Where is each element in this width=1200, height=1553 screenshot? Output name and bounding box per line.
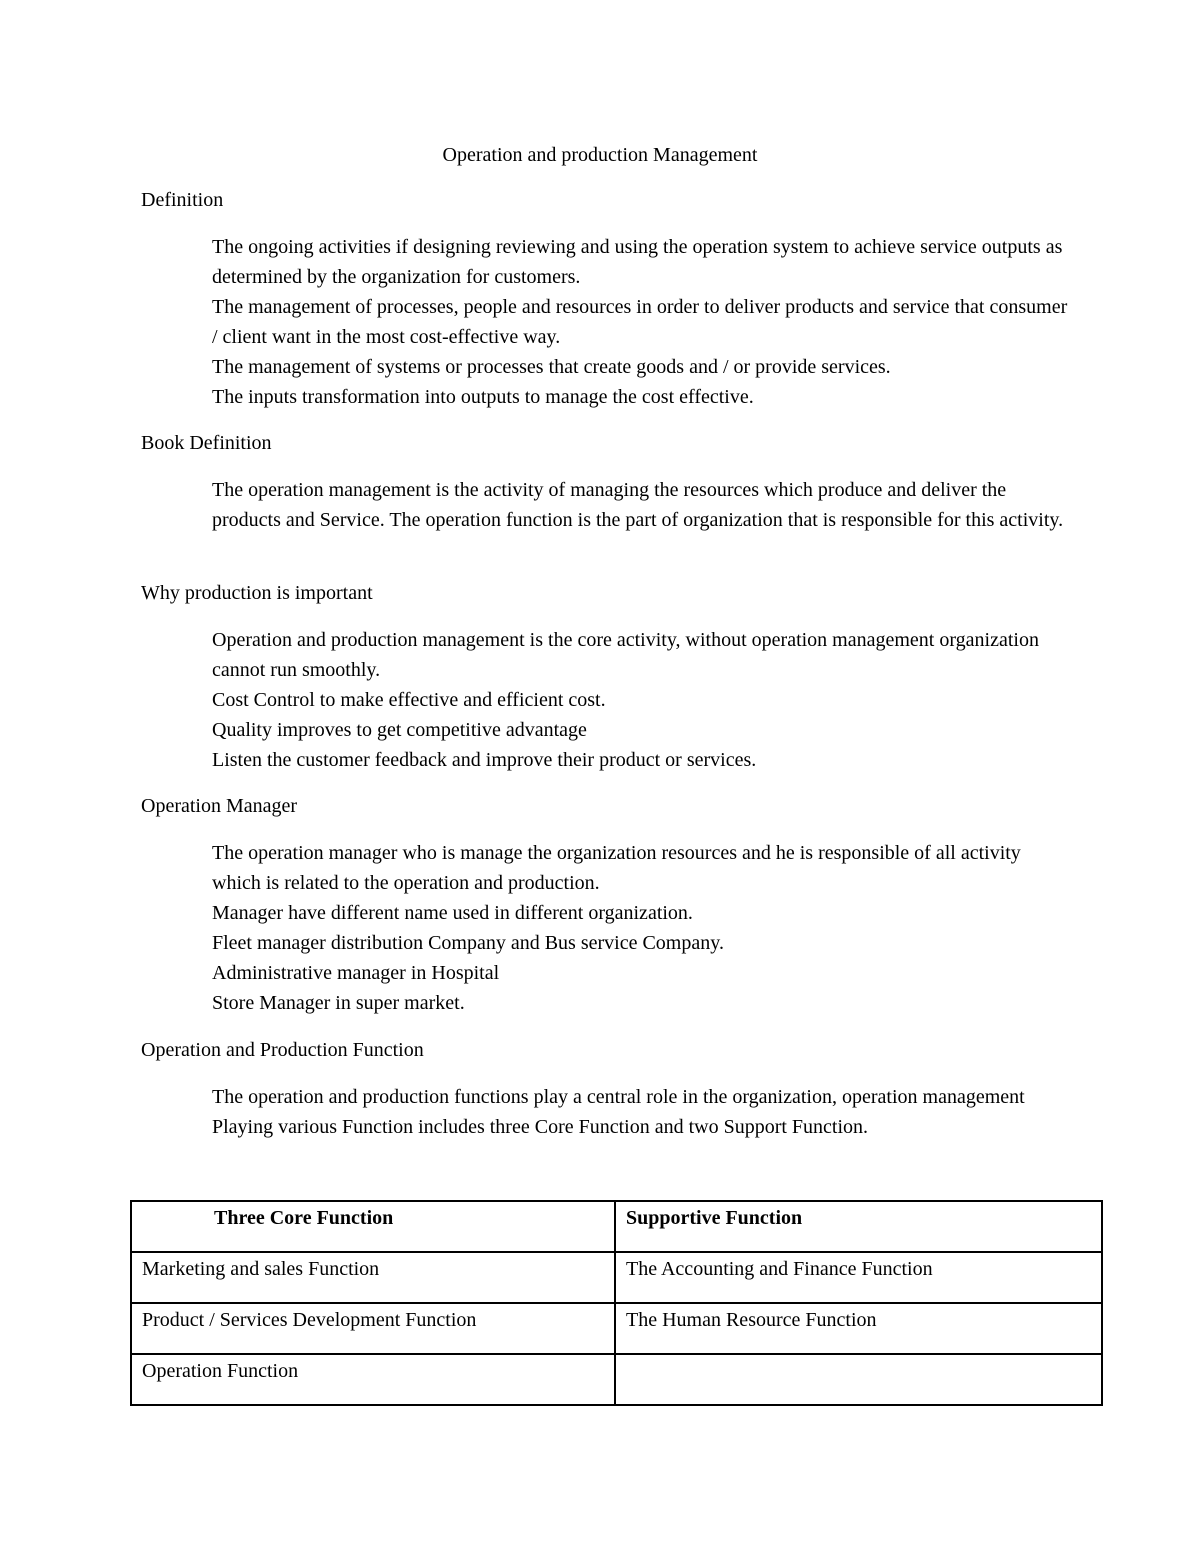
- paragraph: The management of processes, people and resources in order to deliver products and service that consumer / client want in the most cost-effective way.: [212, 296, 1068, 348]
- section-heading-operation-manager: Operation Manager: [141, 795, 298, 817]
- paragraph: The operation and production functions play a central role in the organization, operation management Playing various Function includes three Core Function and two Support Function.: [212, 1086, 1025, 1138]
- paragraph: Administrative manager in Hospital: [212, 962, 500, 984]
- paragraph: The ongoing activities if designing reviewing and using the operation system to achieve service outputs as determined by the organization for customers.: [212, 236, 1063, 288]
- header-three-core-function: Three Core Function: [131, 1201, 615, 1252]
- section-heading-why-production: Why production is important: [141, 582, 373, 604]
- paragraph: The operation management is the activity of managing the resources which produce and deliver the products and Service. The operation function is the part of organization that is responsible for this activity.: [212, 479, 1064, 531]
- table-row: [131, 1354, 1102, 1405]
- paragraph: Store Manager in super market.: [212, 992, 465, 1014]
- table-cell: The Accounting and Finance Function: [615, 1252, 1102, 1303]
- paragraph: The management of systems or processes that create goods and / or provide services.: [212, 356, 891, 378]
- paragraph: The operation manager who is manage the organization resources and he is responsible of all activity which is related to the operation and production.: [212, 842, 1021, 894]
- section-heading-book-definition: Book Definition: [141, 432, 272, 454]
- paragraph: Listen the customer feedback and improve their product or services.: [212, 749, 757, 771]
- section-heading-definition: Definition: [141, 189, 224, 211]
- table-cell: Product / Services Development Function: [131, 1303, 615, 1354]
- paragraph: The inputs transformation into outputs to manage the cost effective.: [212, 386, 754, 408]
- header-supportive-function: Supportive Function: [615, 1201, 1102, 1252]
- section-body-definition: [212, 232, 1072, 412]
- section-body-why-production: [212, 625, 1072, 775]
- functions-table: [130, 1200, 1103, 1406]
- section-body-operation-manager: [212, 838, 1072, 1018]
- table-row: [131, 1252, 1102, 1303]
- section-body-operation-production-function: [212, 1082, 1072, 1142]
- table-cell: [615, 1354, 1102, 1405]
- table-cell: Marketing and sales Function: [131, 1252, 615, 1303]
- table-cell: The Human Resource Function: [615, 1303, 1102, 1354]
- table-header-row: [131, 1201, 1102, 1252]
- section-heading-operation-production-function: Operation and Production Function: [141, 1039, 424, 1061]
- paragraph: Quality improves to get competitive advantage: [212, 719, 587, 741]
- paragraph: Manager have different name used in different organization.: [212, 902, 693, 924]
- paragraph: Operation and production management is the core activity, without operation management organization cannot run smoothly.: [212, 629, 1039, 681]
- document-title: Operation and production Management: [442, 144, 758, 166]
- paragraph: Cost Control to make effective and efficient cost.: [212, 689, 606, 711]
- table-cell: Operation Function: [131, 1354, 615, 1405]
- paragraph: Fleet manager distribution Company and Bus service Company.: [212, 932, 724, 954]
- section-body-book-definition: [212, 475, 1072, 535]
- table-row: [131, 1303, 1102, 1354]
